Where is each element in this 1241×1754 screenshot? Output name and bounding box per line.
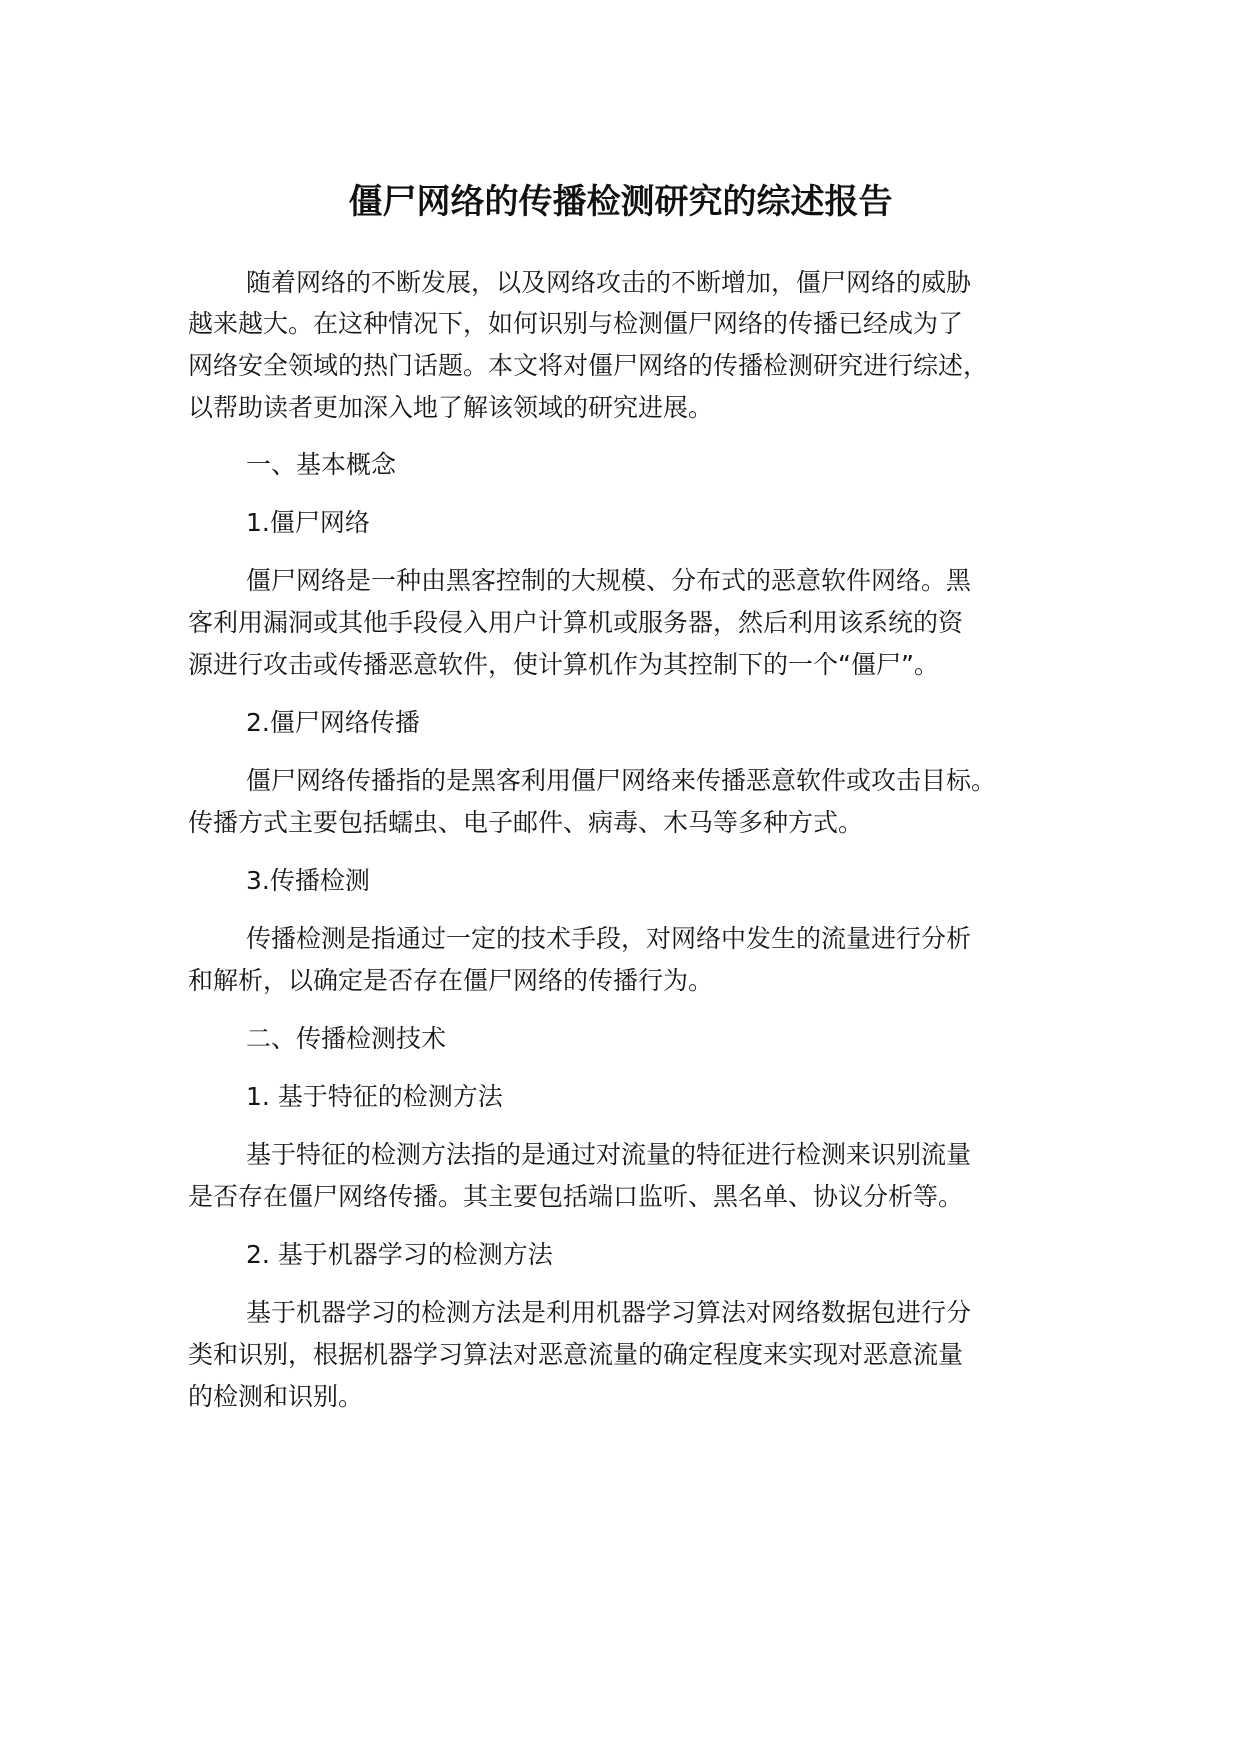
document-title: 僵尸网络的传播检测研究的综述报告 bbox=[348, 182, 893, 222]
section1-sub2-line-2: 传播方式主要包括蠕虫、电子邮件、病毒、木马等多种方式。 bbox=[188, 808, 864, 837]
section2-sub2-line-3: 的检测和识别。 bbox=[188, 1382, 364, 1411]
section1-sub3-line-1: 传播检测是指通过一定的技术手段，对网络中发生的流量进行分析 bbox=[246, 924, 972, 953]
intro-line-2: 越来越大。在这种情况下，如何识别与检测僵尸网络的传播已经成为了 bbox=[188, 309, 964, 338]
section1-sub3-line-2: 和解析，以确定是否存在僵尸网络的传播行为。 bbox=[188, 966, 714, 995]
section2-sub2-line-2: 类和识别，根据机器学习算法对恶意流量的确定程度来实现对恶意流量 bbox=[188, 1340, 964, 1369]
section2-sub2-line-1: 基于机器学习的检测方法是利用机器学习算法对网络数据包进行分 bbox=[246, 1298, 972, 1327]
section1-sub1-line-1: 僵尸网络是一种由黑客控制的大规模、分布式的恶意软件网络。黑 bbox=[246, 566, 972, 595]
section1-sub2-line-1: 僵尸网络传播指的是黑客利用僵尸网络来传播恶意软件或攻击目标。 bbox=[246, 766, 997, 795]
section1-sub2-heading: 2.僵尸网络传播 bbox=[246, 708, 420, 737]
intro-line-3: 网络安全领域的热门话题。本文将对僵尸网络的传播检测研究进行综述， bbox=[188, 351, 989, 380]
section2-sub1-heading: 1. 基于特征的检测方法 bbox=[246, 1082, 503, 1111]
section2-sub1-line-2: 是否存在僵尸网络传播。其主要包括端口监听、黑名单、协议分析等。 bbox=[188, 1182, 964, 1211]
section1-sub1-heading: 1.僵尸网络 bbox=[246, 508, 370, 537]
section2-heading: 二、传播检测技术 bbox=[246, 1024, 447, 1053]
section1-sub3-heading: 3.传播检测 bbox=[246, 866, 370, 895]
intro-line-4: 以帮助读者更加深入地了解该领域的研究进展。 bbox=[188, 393, 714, 422]
section1-sub1-line-3: 源进行攻击或传播恶意软件，使计算机作为其控制下的一个“僵尸”。 bbox=[188, 650, 939, 679]
intro-line-1: 随着网络的不断发展，以及网络攻击的不断增加，僵尸网络的威胁 bbox=[246, 268, 972, 297]
section1-heading: 一、基本概念 bbox=[246, 450, 397, 479]
section1-sub1-line-2: 客利用漏洞或其他手段侵入用户计算机或服务器，然后利用该系统的资 bbox=[188, 608, 964, 637]
section2-sub1-line-1: 基于特征的检测方法指的是通过对流量的特征进行检测来识别流量 bbox=[246, 1140, 972, 1169]
section2-sub2-heading: 2. 基于机器学习的检测方法 bbox=[246, 1240, 553, 1269]
